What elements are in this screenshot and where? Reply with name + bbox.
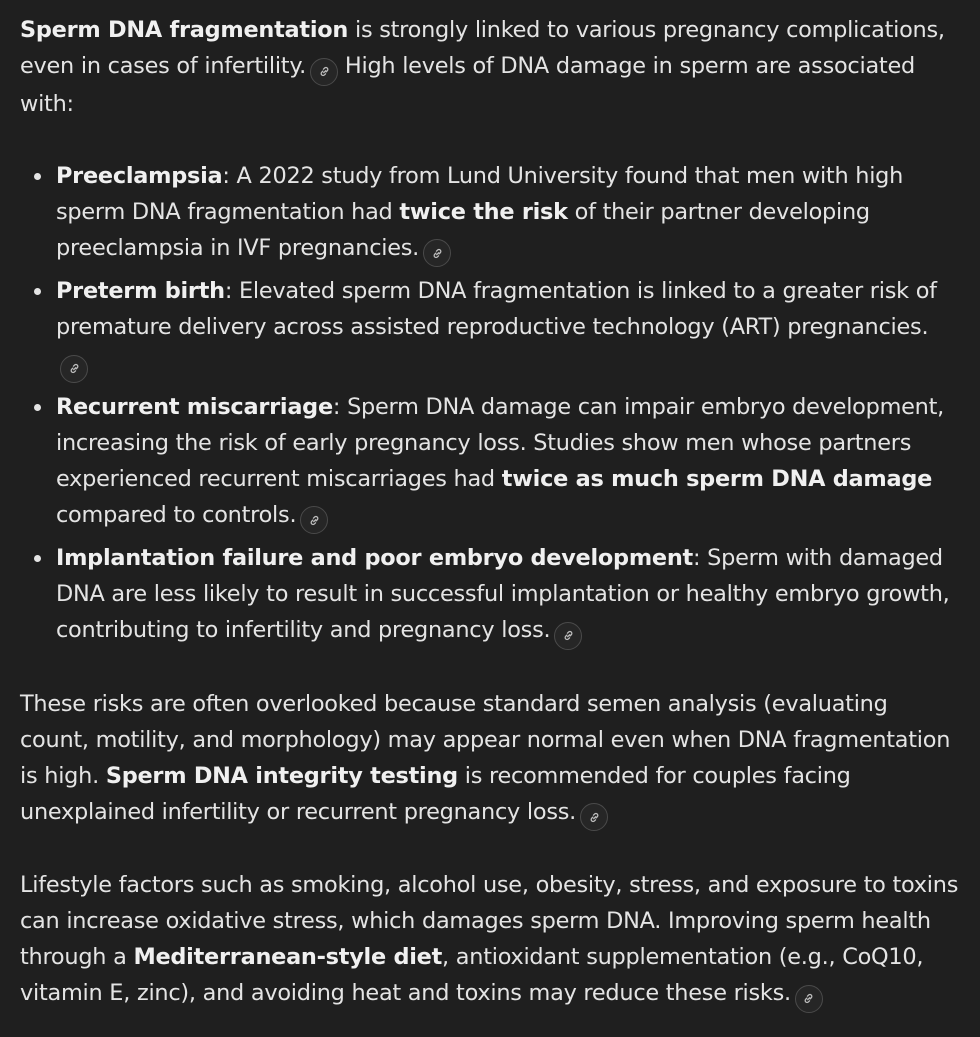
- citation-link-icon[interactable]: [310, 58, 338, 86]
- item-title: Recurrent miscarriage: [56, 393, 333, 420]
- item-text-1: : Elevated sperm DNA fragmentation is linked to a greater risk of premature delivery across assisted reproductive technology (ART) pregnancies.: [56, 278, 937, 340]
- para3-text-2: , antioxidant supplementation (e.g., CoQ10, vitamin E, zinc), and avoiding heat and toxins may reduce these risks.: [20, 944, 924, 1006]
- bullet-icon: [34, 173, 41, 180]
- citation-link-icon[interactable]: [580, 803, 608, 831]
- list-item: [56, 158, 960, 268]
- item-bold: twice the risk: [399, 198, 568, 225]
- list-item: [56, 540, 960, 650]
- citation-link-icon[interactable]: [60, 355, 88, 383]
- citation-link-icon[interactable]: [423, 239, 451, 267]
- intro-paragraph: [20, 12, 960, 122]
- citation-link-icon[interactable]: [554, 622, 582, 650]
- para3-bold: Mediterranean-style diet: [133, 944, 443, 970]
- citation-link-icon[interactable]: [300, 506, 328, 534]
- intro-bold: Sperm DNA fragmentation: [20, 17, 349, 43]
- item-bold: twice as much sperm DNA damage: [501, 465, 933, 492]
- bullet-icon: [34, 555, 41, 562]
- para2-text-2: is recommended for couples facing unexplained infertility or recurrent pregnancy loss.: [20, 762, 851, 825]
- item-text-1: : A 2022 study from Lund University found that men with high sperm DNA fragmentation had: [56, 162, 904, 225]
- item-text-1: : Sperm with damaged DNA are less likely to result in successful implantation or healthy embryo growth, contributing to infertility and pregnancy loss.: [56, 545, 950, 643]
- para2-text-1: These risks are often overlooked because standard semen analysis (evaluating count, motility, and morphology) may appear normal even when DNA fragmentation is high.: [20, 690, 951, 789]
- item-title: Preterm birth: [56, 278, 225, 304]
- item-title: Implantation failure and poor embryo development: [56, 545, 693, 571]
- item-text-2: compared to controls.: [56, 501, 297, 528]
- item-text-1: : Sperm DNA damage can impair embryo development, increasing the risk of early pregnancy loss. Studies show men whose partners experienced recurrent miscarriages had: [56, 393, 944, 492]
- item-text-2: of their partner developing preeclampsia in IVF pregnancies.: [56, 198, 870, 261]
- testing-paragraph: [20, 686, 960, 832]
- bullet-icon: [34, 288, 41, 295]
- citation-link-icon[interactable]: [795, 985, 823, 1013]
- lifestyle-paragraph: [20, 867, 960, 1013]
- intro-text-2: High levels of DNA damage in sperm are associated with:: [20, 53, 915, 117]
- para3-text-1: Lifestyle factors such as smoking, alcohol use, obesity, stress, and exposure to toxins can increase oxidative stress, which damages sperm DNA. Improving sperm health through a: [20, 872, 959, 970]
- item-title: Preeclampsia: [56, 162, 223, 189]
- list-item: [56, 273, 960, 383]
- para2-bold: Sperm DNA integrity testing: [105, 762, 458, 789]
- intro-text-1: is strongly linked to various pregnancy complications, even in cases of infertility.: [20, 17, 945, 79]
- list-item: [56, 389, 960, 535]
- bullet-icon: [34, 404, 41, 411]
- complications-list: [20, 158, 960, 650]
